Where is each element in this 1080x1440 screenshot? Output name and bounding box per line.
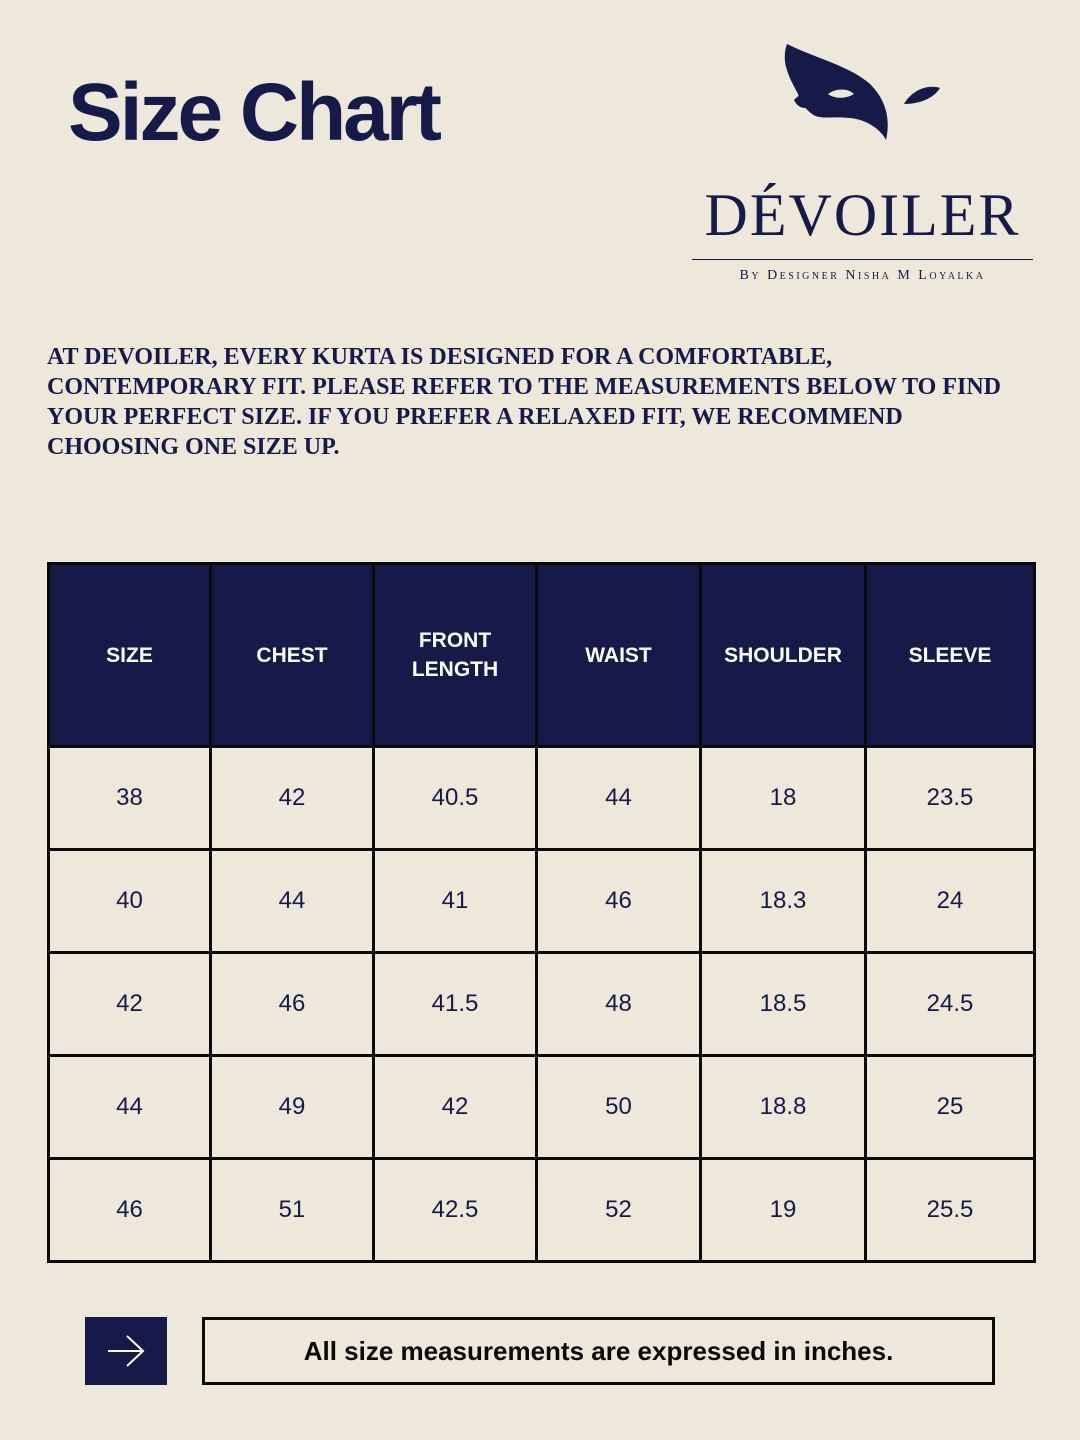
page-title: Size Chart (68, 67, 439, 158)
table-row (49, 850, 1035, 953)
mask-icon (690, 40, 1035, 185)
table-row (49, 1159, 1035, 1262)
measurement-note (202, 1317, 995, 1385)
cell-shoulder: 18.5 (701, 953, 866, 1056)
cell-chest: 46 (211, 953, 374, 1056)
intro-text: AT DEVOILER, EVERY KURTA IS DESIGNED FOR A COMFORTABLE, CONTEMPORARY FIT. PLEASE REFER TO THE MEASUREMENTS BELOW TO FIND YOUR PERFECT SIZE. IF YOU PREFER A RELAXED FIT, WE RECOMMEND CHOOSING ONE SIZE UP. (47, 344, 1001, 460)
cell-shoulder: 19 (701, 1159, 866, 1262)
cell-waist: 44 (537, 747, 701, 850)
cell-shoulder: 18.3 (701, 850, 866, 953)
cell-sleeve: 25 (866, 1056, 1035, 1159)
column-header-shoulder: SHOULDER (701, 564, 866, 747)
cell-size: 42 (49, 953, 211, 1056)
cell-front-length: 40.5 (374, 747, 537, 850)
cell-size: 44 (49, 1056, 211, 1159)
cell-shoulder: 18.8 (701, 1056, 866, 1159)
table-header-row (49, 564, 1035, 747)
cell-chest: 44 (211, 850, 374, 953)
size-table (47, 562, 1036, 1263)
brand-name: DÉVOILER (704, 182, 1021, 248)
column-header-waist: WAIST (537, 564, 701, 747)
cell-chest: 51 (211, 1159, 374, 1262)
cell-size: 46 (49, 1159, 211, 1262)
column-header-size: SIZE (49, 564, 211, 747)
brand-divider (692, 259, 1033, 260)
cell-sleeve: 23.5 (866, 747, 1035, 850)
cell-chest: 42 (211, 747, 374, 850)
cell-size: 38 (49, 747, 211, 850)
cell-front-length: 41.5 (374, 953, 537, 1056)
cell-front-length: 42.5 (374, 1159, 537, 1262)
cell-sleeve: 25.5 (866, 1159, 1035, 1262)
column-header-sleeve: SLEEVE (866, 564, 1035, 747)
table-row (49, 953, 1035, 1056)
cell-chest: 49 (211, 1056, 374, 1159)
brand-logo (690, 40, 1035, 283)
table-row (49, 1056, 1035, 1159)
cell-front-length: 42 (374, 1056, 537, 1159)
cell-sleeve: 24.5 (866, 953, 1035, 1056)
cell-size: 40 (49, 850, 211, 953)
cell-waist: 50 (537, 1056, 701, 1159)
next-arrow-button[interactable] (85, 1317, 167, 1385)
cell-waist: 52 (537, 1159, 701, 1262)
measurement-note-text: All size measurements are expressed in inches. (303, 1335, 894, 1366)
table-row (49, 747, 1035, 850)
column-header-front-length: FRONT LENGTH (374, 564, 537, 747)
arrow-right-icon (106, 1334, 146, 1368)
cell-shoulder: 18 (701, 747, 866, 850)
column-header-chest: CHEST (211, 564, 374, 747)
cell-waist: 48 (537, 953, 701, 1056)
cell-sleeve: 24 (866, 850, 1035, 953)
cell-waist: 46 (537, 850, 701, 953)
brand-tagline: By Designer Nisha M Loyalka (739, 268, 986, 283)
cell-front-length: 41 (374, 850, 537, 953)
